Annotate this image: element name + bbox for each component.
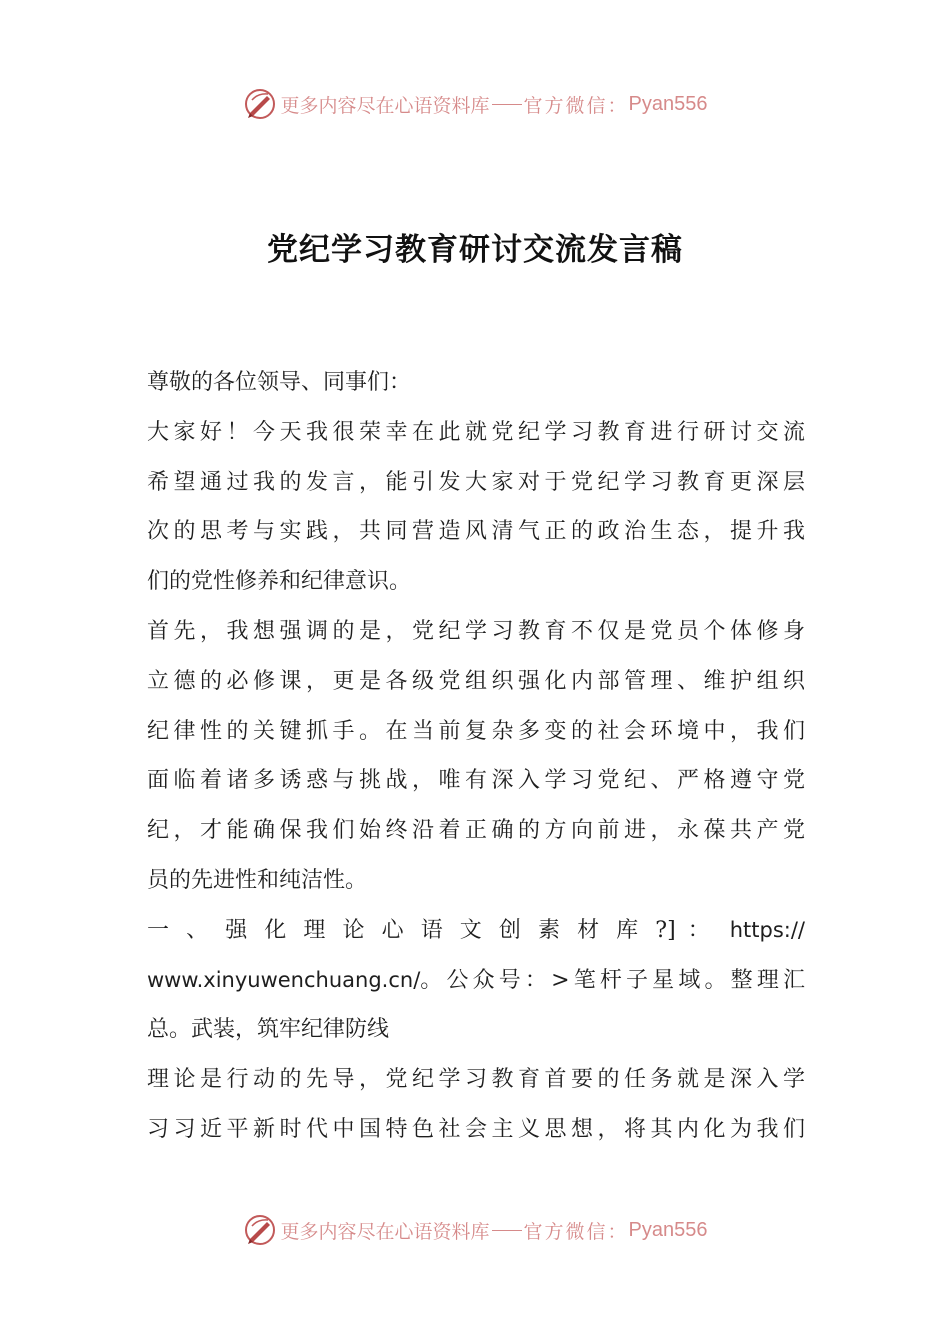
- header-banner: [0, 82, 950, 126]
- body-line: 次的思考与实践，共同营造风清气正的政治生态，提升我: [147, 519, 805, 545]
- wechat-account-text: 。公众号：>笔杆子星域。整理汇: [420, 967, 805, 993]
- footer-wechat-label: 官方微信：: [523, 1220, 629, 1243]
- document-body: [147, 358, 805, 1155]
- pen-logo-icon: [243, 1213, 277, 1247]
- body-line: 首先，我想强调的是，党纪学习教育不仅是党员个体修身: [147, 618, 805, 644]
- body-line: 面临着诸多诱惑与挑战，唯有深入学习党纪、严格遵守党: [147, 768, 805, 794]
- section-heading-line-2: [147, 956, 805, 1006]
- footer-banner-divider: [492, 1230, 522, 1231]
- section-heading-url-part: https://: [729, 917, 805, 942]
- body-line: 们的党性修养和纪律意识。: [147, 569, 412, 595]
- body-line: 立德的必修课，更是各级党组织强化内部管理、维护组织: [147, 668, 805, 694]
- header-wechat-label: 官方微信：: [523, 94, 629, 117]
- body-line: 大家好！今天我很荣幸在此就党纪学习教育进行研讨交流: [147, 419, 805, 445]
- body-line: 习习近平新时代中国特色社会主义思想，将其内化为我们: [147, 1116, 805, 1142]
- body-line: 理论是行动的先导，党纪学习教育首要的任务就是深入学: [147, 1067, 805, 1093]
- body-line: 总。武装，筑牢纪律防线: [147, 1017, 390, 1043]
- body-line: 员的先进性和纯洁性。: [147, 867, 368, 893]
- header-wechat-id: Pyan556: [628, 92, 708, 115]
- body-line: 纪律性的关键抓手。在当前复杂多变的社会环境中，我们: [147, 718, 805, 744]
- footer-wechat-id: Pyan556: [628, 1218, 708, 1241]
- document-title: 党纪学习教育研讨交流发言稿: [267, 232, 683, 268]
- footer-banner: [0, 1208, 950, 1252]
- header-banner-divider: [492, 104, 522, 105]
- pen-logo-icon: [243, 87, 277, 121]
- body-line: 希望通过我的发言，能引发大家对于党纪学习教育更深层: [147, 469, 805, 495]
- section-heading-text: 一 、 强 化 理 论 心 语 文 创 素 材 库 ?] ：: [147, 917, 710, 943]
- website-url: www.xinyuwenchuang.cn/: [147, 967, 421, 992]
- section-heading-line-1: [147, 906, 805, 956]
- header-banner-text: 更多内容尽在心语资料库: [280, 94, 490, 117]
- footer-banner-text: 更多内容尽在心语资料库: [280, 1220, 490, 1243]
- body-line: 纪，才能确保我们始终沿着正确的方向前进，永葆共产党: [147, 818, 805, 844]
- body-line: 尊敬的各位领导、同事们：: [147, 370, 412, 395]
